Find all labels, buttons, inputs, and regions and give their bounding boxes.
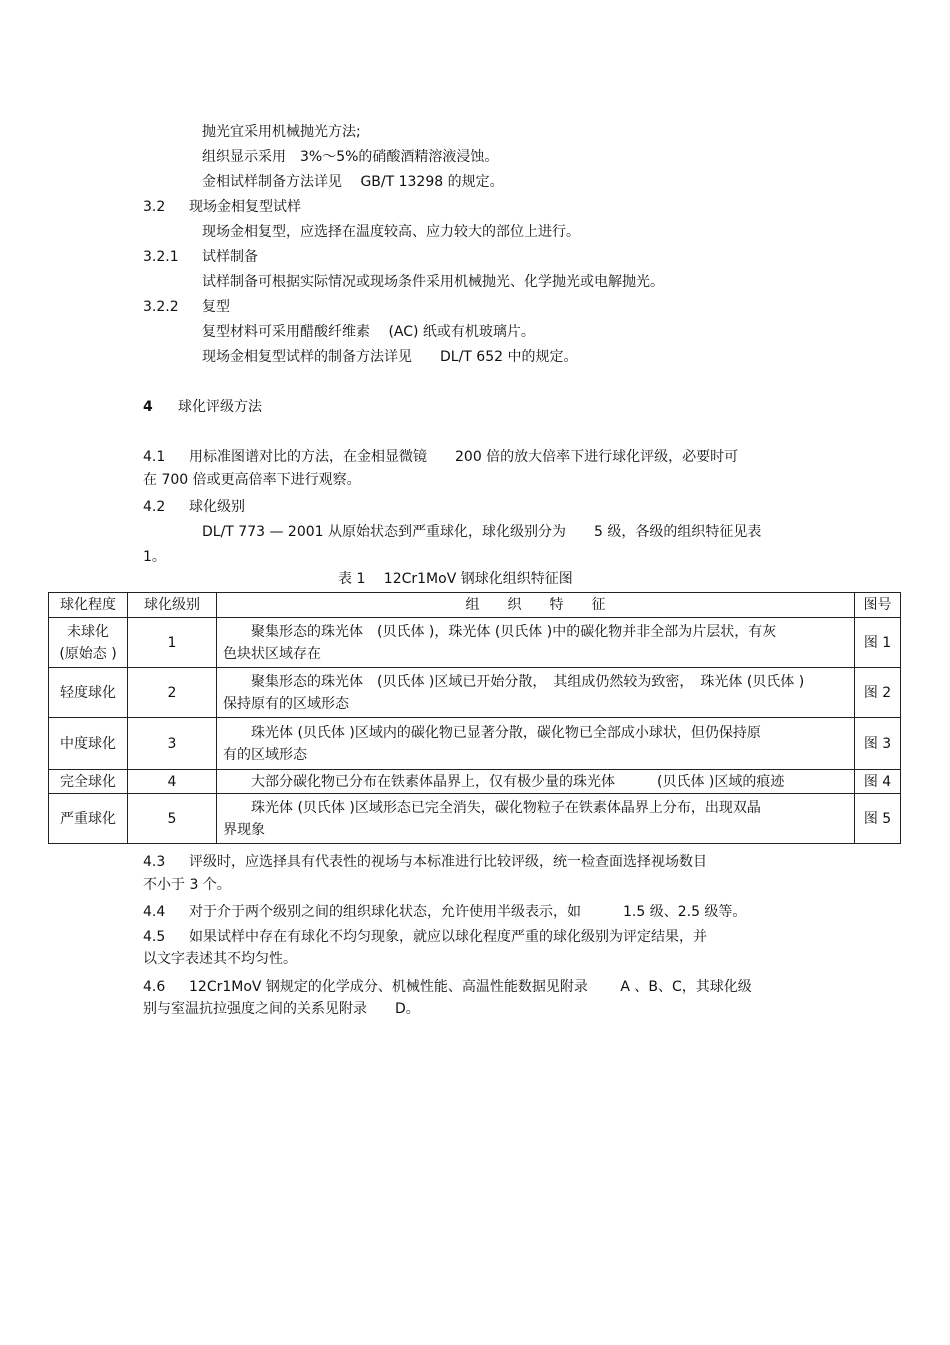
section-title: 复型 — [202, 299, 230, 315]
level-cell: 5 — [128, 794, 217, 844]
degree-cell: 严重球化 — [49, 794, 128, 844]
section-number: 4.5 — [143, 929, 166, 945]
table-caption: 表 1 12Cr1MoV 钢球化组织特征图 — [338, 571, 573, 587]
text-line: 现场金相复型试样的制备方法详见 DL/T 652 中的规定。 — [202, 349, 578, 365]
section-number: 4.4 — [143, 904, 166, 920]
figure-cell: 图 3 — [855, 718, 901, 770]
text-line: 现场金相复型，应选择在温度较高、应力较大的部位上进行。 — [202, 224, 580, 240]
text-line: 金相试样制备方法详见 GB/T 13298 的规定。 — [202, 174, 504, 190]
header-cell: 球化程度 — [49, 593, 128, 618]
characteristics-line: 有的区域形态 — [223, 746, 307, 763]
characteristics-line: 聚集形态的珠光体 (贝氏体 )区域已开始分散， 其组成仍然较为致密， 珠光体 (贝氏体 ) — [251, 673, 805, 690]
text-line: 对于介于两个级别之间的组织球化状态，允许使用半级表示，如 1.5 级、2.5 级等。 — [189, 904, 747, 920]
table-header-row — [49, 593, 901, 618]
section-number: 3.2.1 — [143, 249, 179, 265]
characteristics-line: 聚集形态的珠光体 (贝氏体 )，珠光体 (贝氏体 )中的碳化物并非全部为片层状，有灰 — [251, 623, 777, 640]
text-line: 以文字表述其不均匀性。 — [143, 951, 297, 967]
section-number: 3.2.2 — [143, 299, 179, 315]
degree-text: 未球化 — [67, 623, 109, 640]
text-line: 抛光宜采用机械抛光方法; — [202, 124, 361, 140]
section-title: 现场金相复型试样 — [189, 199, 301, 215]
spheroidization-table — [48, 592, 901, 844]
table-row — [49, 718, 901, 770]
text-line: 不小于 3 个。 — [143, 877, 231, 893]
figure-cell: 图 4 — [855, 770, 901, 794]
text-line: 1。 — [143, 549, 166, 565]
text-line: 试样制备可根据实际情况或现场条件采用机械抛光、化学抛光或电解抛光。 — [202, 274, 664, 290]
header-cell: 球化级别 — [128, 593, 217, 618]
table-row — [49, 794, 901, 844]
text-line: 在 700 倍或更高倍率下进行观察。 — [143, 472, 361, 488]
characteristics-line: 大部分碳化物已分布在铁素体晶界上，仅有极少量的珠光体 (贝氏体 )区域的痕迹 — [251, 773, 785, 790]
figure-cell: 图 1 — [855, 618, 901, 668]
text-line: 12Cr1MoV 钢规定的化学成分、机械性能、高温性能数据见附录 A 、B、C，其球化级 — [189, 979, 752, 995]
figure-cell: 图 2 — [855, 668, 901, 718]
table-row — [49, 618, 901, 668]
table-row — [49, 668, 901, 718]
characteristics-cell — [217, 618, 855, 668]
characteristics-cell — [217, 718, 855, 770]
degree-note: (原始态 ) — [59, 645, 117, 662]
level-cell: 1 — [128, 618, 217, 668]
chapter-number: 4 — [143, 399, 153, 415]
text-line: 用标准图谱对比的方法，在金相显微镜 200 倍的放大倍率下进行球化评级，必要时可 — [189, 449, 739, 465]
text-line: DL/T 773 — 2001 从原始状态到严重球化，球化级别分为 5 级，各级的组织特征见表 — [202, 524, 762, 540]
section-number: 3.2 — [143, 199, 166, 215]
header-cell: 图号 — [855, 593, 901, 618]
table-row — [49, 770, 901, 794]
level-cell: 2 — [128, 668, 217, 718]
characteristics-cell — [217, 668, 855, 718]
text-line: 如果试样中存在有球化不均匀现象，就应以球化程度严重的球化级别为评定结果，并 — [189, 929, 707, 945]
degree-cell — [49, 618, 128, 668]
text-line: 别与室温抗拉强度之间的关系见附录 D。 — [143, 1001, 420, 1017]
figure-cell: 图 5 — [855, 794, 901, 844]
characteristics-line: 色块状区域存在 — [223, 645, 321, 662]
characteristics-line: 界现象 — [223, 821, 265, 838]
level-cell: 3 — [128, 718, 217, 770]
characteristics-line: 珠光体 (贝氏体 )区域内的碳化物已显著分散，碳化物已全部成小球状，但仍保持原 — [251, 724, 761, 741]
degree-cell: 轻度球化 — [49, 668, 128, 718]
level-cell: 4 — [128, 770, 217, 794]
characteristics-line: 珠光体 (贝氏体 )区域形态已完全消失，碳化物粒子在铁素体晶界上分布，出现双晶 — [251, 799, 761, 816]
section-number: 4.2 — [143, 499, 166, 515]
header-cell: 组 织 特 征 — [217, 593, 855, 618]
characteristics-cell — [217, 770, 855, 794]
degree-cell: 完全球化 — [49, 770, 128, 794]
section-number: 4.3 — [143, 854, 166, 870]
section-number: 4.1 — [143, 449, 166, 465]
characteristics-line: 保持原有的区域形态 — [223, 695, 349, 712]
section-title: 球化级别 — [189, 499, 245, 515]
characteristics-cell — [217, 794, 855, 844]
section-number: 4.6 — [143, 979, 166, 995]
section-title: 试样制备 — [202, 249, 258, 265]
text-line: 评级时，应选择具有代表性的视场与本标准进行比较评级，统一检查面选择视场数目 — [189, 854, 707, 870]
text-line: 组织显示采用 3%～5%的硝酸酒精溶液浸蚀。 — [202, 149, 499, 165]
text-line: 复型材料可采用醋酸纤维素 (AC) 纸或有机玻璃片。 — [202, 324, 535, 340]
degree-cell: 中度球化 — [49, 718, 128, 770]
chapter-title: 球化评级方法 — [178, 399, 262, 415]
